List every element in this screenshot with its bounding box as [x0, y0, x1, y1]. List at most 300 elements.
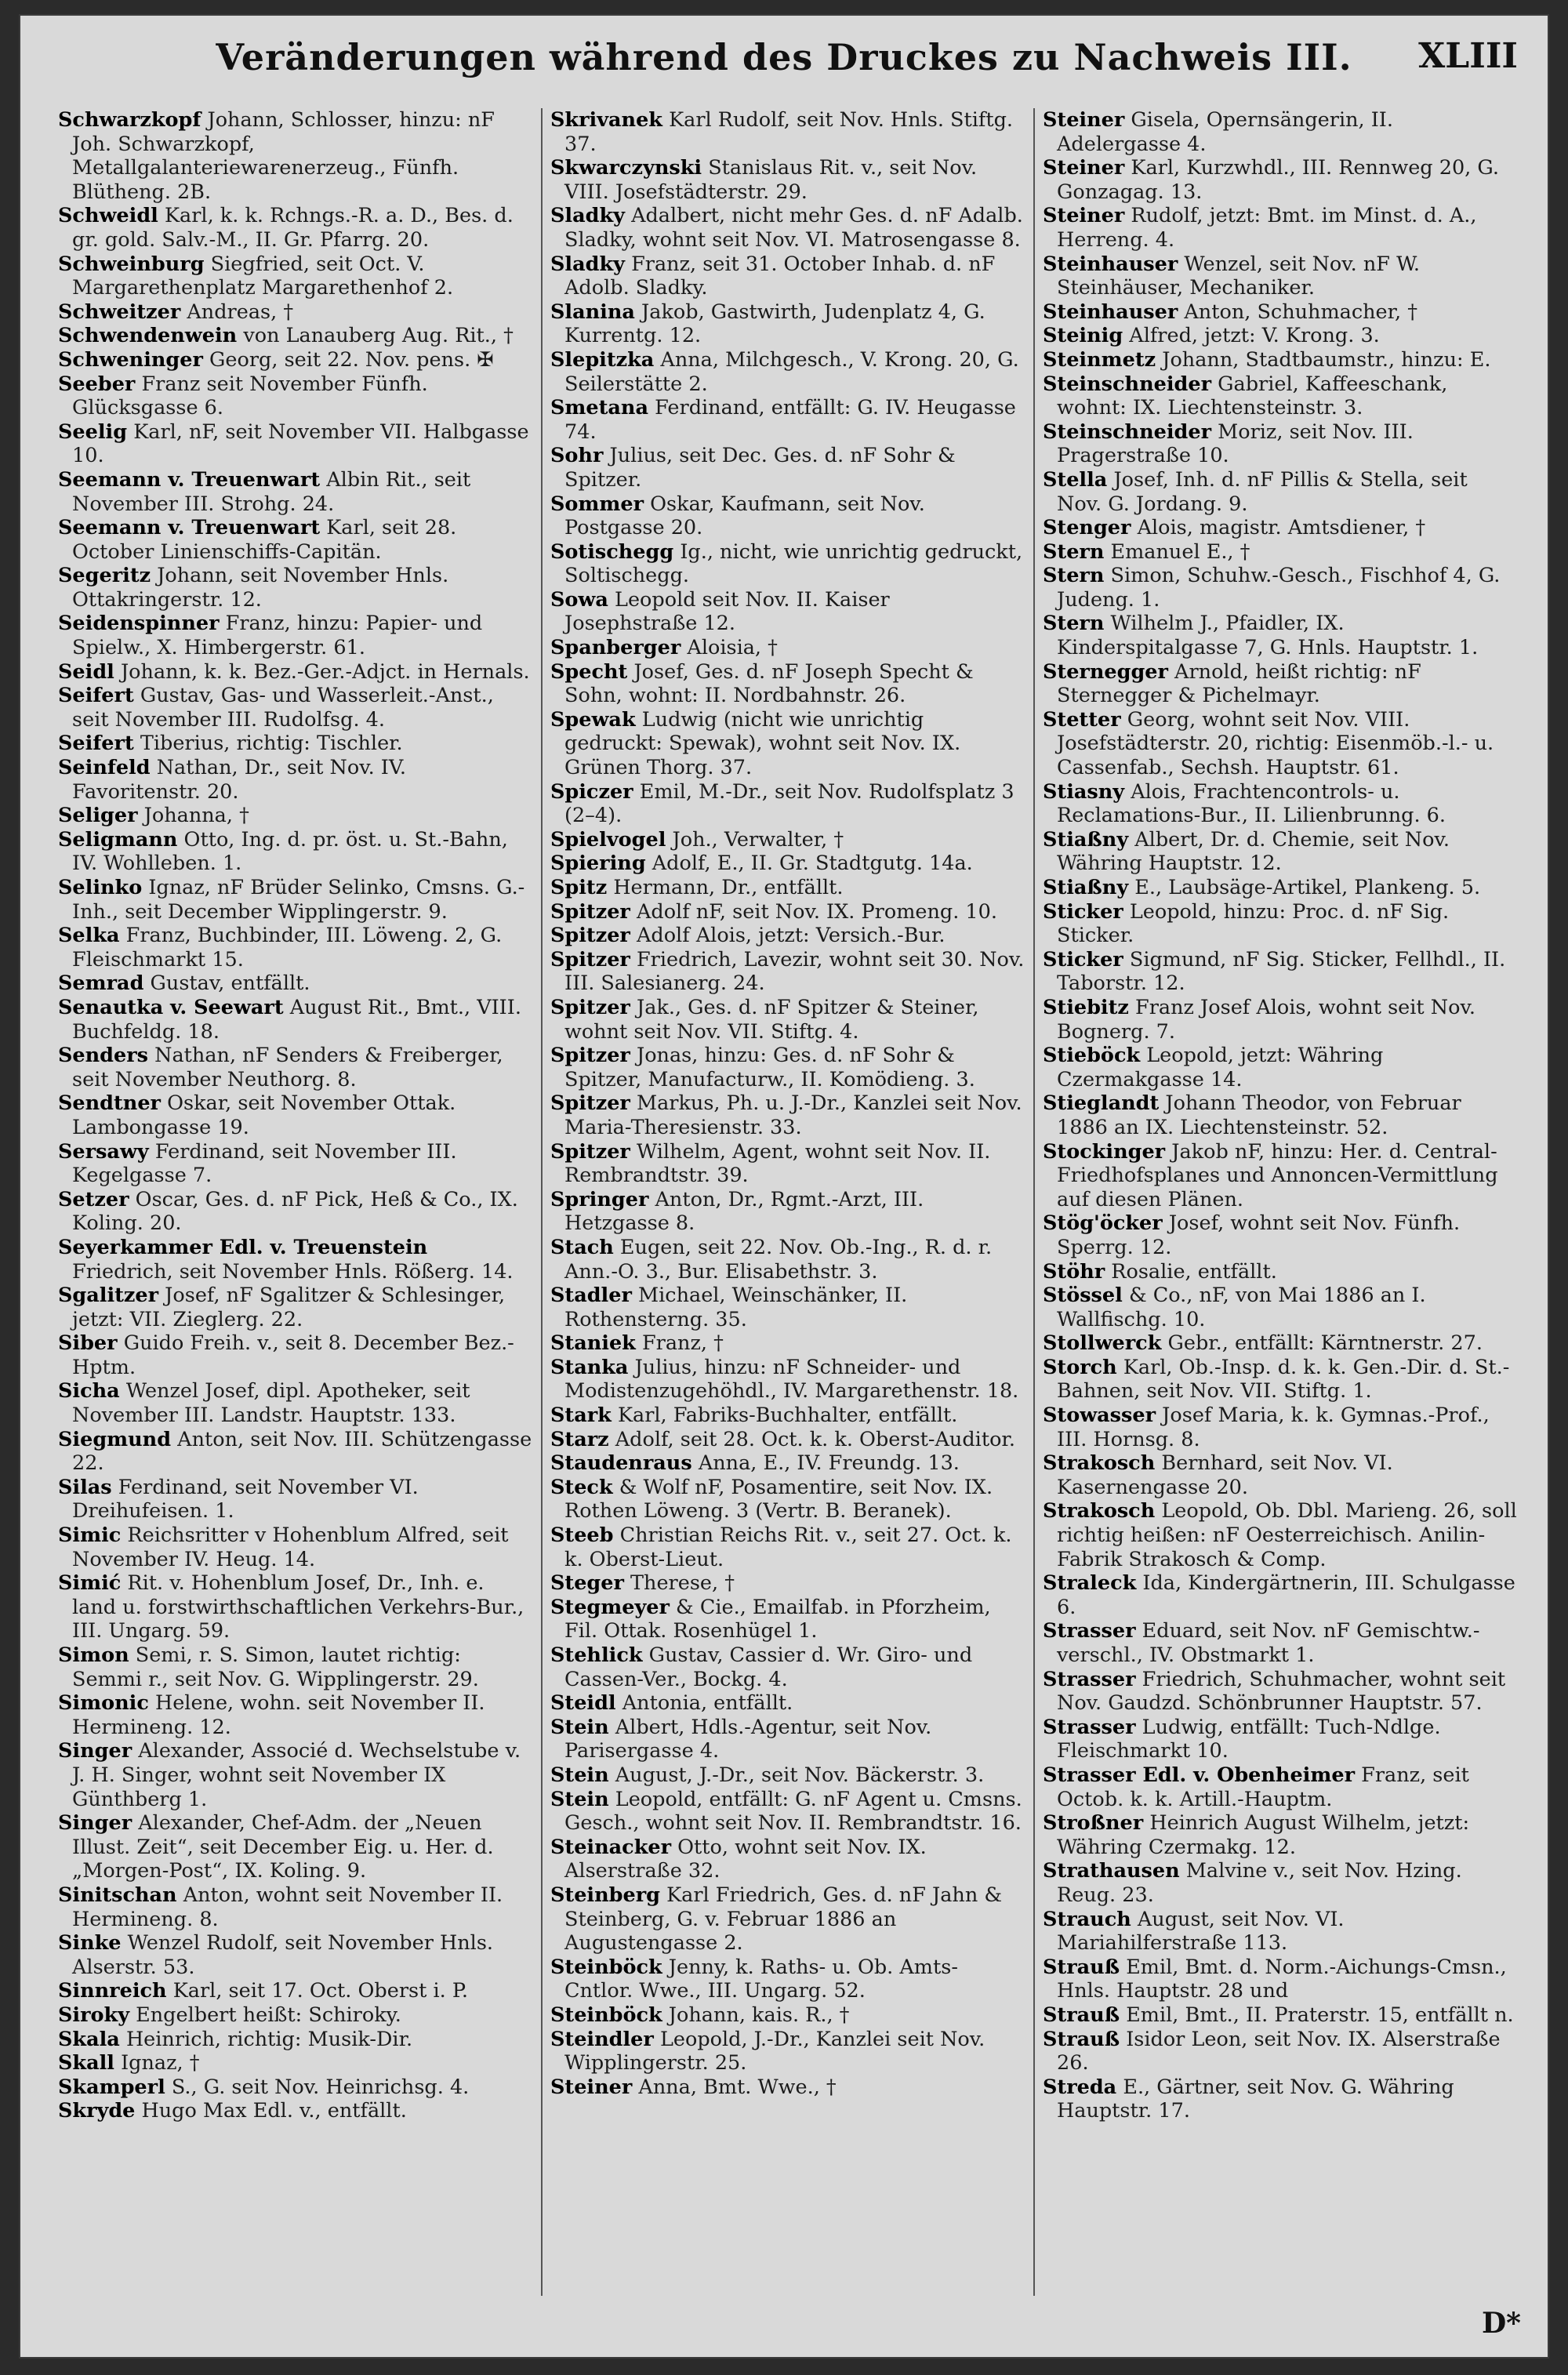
directory-entry — [58, 1044, 533, 1091]
entry-text: Julius, seit Dec. Ges. d. nF Sohr & Spitzer. — [564, 444, 956, 492]
entry-name: Stössel — [1043, 1284, 1123, 1308]
entry-text: Ferdinand, seit November VI. Dreihufeisen. 1. — [72, 1475, 419, 1523]
directory-entry — [1043, 1668, 1518, 1716]
directory-entry — [1043, 1908, 1518, 1956]
entry-name: Spielvogel — [550, 827, 666, 852]
entry-text: Adolf nF, seit Nov. IX. Promeng. 10. — [636, 899, 997, 924]
entry-name: Steiner — [1043, 156, 1125, 180]
directory-entry — [58, 300, 533, 325]
directory-entry — [550, 156, 1025, 204]
entry-name: Steinhauser — [1043, 252, 1178, 276]
entry-text: Anton, Schuhmacher, † — [1184, 300, 1417, 324]
entry-name: Simon — [58, 1643, 129, 1667]
entry-name: Stollwerck — [1043, 1331, 1162, 1356]
entry-name: Stiebitz — [1043, 995, 1129, 1019]
entry-text: Julius, hinzu: nF Schneider- und Modistenzugehöhdl., IV. Margarethenstr. 18. — [564, 1355, 1019, 1404]
entry-text: S., G. seit Nov. Heinrichsg. 4. — [171, 2075, 470, 2099]
entry-name: Stein — [550, 1763, 609, 1787]
entry-name: Stern — [1043, 539, 1105, 564]
entry-name: Steger — [550, 1571, 624, 1596]
entry-name: Stroßner — [1043, 1811, 1144, 1836]
entry-name: Spitzer — [550, 947, 630, 971]
entry-name: Stetter — [1043, 707, 1121, 732]
entry-text: Friedrich, seit November Hnls. Rößerg. 14. — [72, 1259, 514, 1284]
directory-entry — [1043, 1044, 1518, 1091]
directory-entry — [58, 996, 533, 1044]
entry-name: Steinmetz — [1043, 347, 1156, 372]
entry-text: Oskar, Kaufmann, seit Nov. Postgasse 20. — [564, 492, 925, 540]
directory-entry — [58, 1140, 533, 1188]
directory-entry — [550, 1716, 1025, 1763]
directory-entry — [550, 2075, 1025, 2100]
entry-text: Franz seit November Fünfh. Glücksgasse 6. — [72, 372, 428, 420]
directory-entry — [550, 900, 1025, 924]
entry-text: Anna, Milchgesch., V. Krong. 20, G. Seilerstätte 2. — [564, 347, 1019, 396]
entry-name: Stein — [550, 1715, 609, 1739]
entry-text: Georg, seit 22. Nov. pens. ✠ — [209, 347, 494, 372]
directory-entry — [58, 564, 533, 612]
entry-text: Johann Theodor, von Februar 1886 an IX. Liechtensteinstr. 52. — [1057, 1091, 1461, 1139]
entry-text: Gebr., entfällt: Kärntnerstr. 27. — [1167, 1331, 1483, 1356]
entry-text: Ignaz, † — [121, 2051, 200, 2075]
directory-entry — [58, 756, 533, 804]
entry-name: Strasser — [1043, 1619, 1136, 1643]
entry-name: Spitzer — [550, 1139, 630, 1164]
page-number: XLIII — [1418, 36, 1518, 76]
entry-text: Moriz, seit Nov. III. Pragerstraße 10. — [1057, 419, 1414, 468]
directory-entry — [1043, 564, 1518, 612]
directory-entry — [58, 612, 533, 659]
directory-entry — [58, 1284, 533, 1331]
entry-text: August, seit Nov. VI. Mariahilferstraße 113. — [1057, 1907, 1345, 1956]
entry-name: Skamperl — [58, 2075, 165, 2099]
entry-text: Stanislaus Rit. v., seit Nov. VIII. Josefstädterstr. 29. — [564, 156, 978, 204]
directory-entry — [550, 1140, 1025, 1188]
entry-text: Ida, Kindergärtnerin, III. Schulgasse 6. — [1057, 1571, 1515, 1619]
entry-name: Schweitzer — [58, 300, 181, 324]
directory-entry — [1043, 1956, 1518, 2003]
entry-name: Strasser Edl. v. Obenheimer — [1043, 1763, 1356, 1787]
entry-name: Sohr — [550, 444, 604, 468]
entry-text: Johann, Stadtbaumstr., hinzu: E. — [1162, 347, 1491, 372]
directory-entry — [58, 1188, 533, 1236]
directory-entry — [58, 1476, 533, 1523]
directory-entry — [1043, 1404, 1518, 1451]
entry-name: Sladky — [550, 252, 625, 276]
entry-text: Rudolf, jetzt: Bmt. im Minst. d. A., Herreng. 4. — [1057, 204, 1477, 252]
entry-name: Skrivanek — [550, 108, 662, 132]
entry-name: Steiner — [1043, 108, 1125, 132]
entry-name: Smetana — [550, 396, 648, 420]
directory-entry — [1043, 1356, 1518, 1404]
entry-text: Jonas, hinzu: Ges. d. nF Sohr & Spitzer, Manufacturw., II. Komödieng. 3. — [564, 1044, 975, 1091]
entry-name: Staniek — [550, 1331, 636, 1356]
directory-entry — [58, 804, 533, 828]
entry-name: Siber — [58, 1331, 118, 1356]
directory-entry — [1043, 1811, 1518, 1859]
entry-name: Steinböck — [550, 2003, 662, 2027]
entry-name: Sticker — [1043, 947, 1123, 971]
directory-entry — [550, 396, 1025, 444]
entry-text: Karl Friedrich, Ges. d. nF Jahn & Steinberg, G. v. Februar 1886 an Augustengasse 2. — [564, 1883, 1003, 1956]
page-header — [19, 36, 1549, 91]
entry-name: Stöhr — [1043, 1259, 1105, 1284]
entry-name: Strakosch — [1043, 1499, 1156, 1523]
entry-text: Guido Freih. v., seit 8. December Bez.-Hptm. — [72, 1331, 514, 1379]
entry-text: Leopold seit Nov. II. Kaiser Josephstraße 12. — [564, 587, 890, 636]
entry-text: Johann, kais. R., † — [668, 2003, 850, 2027]
entry-text: Hermann, Dr., entfällt. — [613, 876, 844, 899]
entry-name: Seyerkammer Edl. v. Treuenstein — [58, 1235, 428, 1259]
entry-text: Adolf Alois, jetzt: Versich.-Bur. — [636, 924, 946, 948]
directory-entry — [550, 540, 1025, 588]
entry-text: Friedrich, Schuhmacher, wohnt seit Nov. Gaudzd. Schönbrunner Hauptstr. 57. — [1057, 1667, 1506, 1716]
directory-entry — [550, 996, 1025, 1044]
entry-text: Ferdinand, seit November III. Kegelgasse 7. — [72, 1139, 457, 1188]
entry-text: Aloisia, † — [687, 636, 778, 660]
entry-name: Steinacker — [550, 1835, 672, 1859]
directory-entry — [550, 2028, 1025, 2075]
entry-text: Jakob nF, hinzu: Her. d. Central-Friedhofsplanes und Annoncen-Vermittlung auf diesen Plänen. — [1057, 1139, 1498, 1211]
entry-name: Skwarczynski — [550, 156, 702, 180]
directory-entry — [550, 828, 1025, 852]
entry-name: Seelig — [58, 419, 128, 444]
entry-text: Johann, seit November Hnls. Ottakringerstr. 12. — [72, 564, 449, 612]
entry-name: Sicha — [58, 1379, 120, 1404]
entry-name: Siegmund — [58, 1427, 172, 1451]
directory-entry — [1043, 828, 1518, 876]
directory-entry — [58, 204, 533, 252]
directory-entry — [58, 876, 533, 924]
entry-text: Anton, seit Nov. III. Schützengasse 22. — [72, 1427, 532, 1476]
entry-text: Johann, Schlosser, hinzu: nF Joh. Schwarzkopf, Metallgalanteriewarenerzeug., Fünfh. Blütheng. 2B. — [72, 108, 495, 204]
entry-text: Wenzel, seit Nov. nF W. Steinhäuser, Mechaniker. — [1057, 252, 1420, 300]
directory-entry — [550, 1451, 1025, 1476]
directory-entry — [1043, 612, 1518, 659]
entry-text: Josef, Inh. d. nF Pillis & Stella, seit Nov. G. Jordang. 9. — [1057, 467, 1468, 516]
directory-entry — [58, 1571, 533, 1643]
entry-text: Josef Maria, k. k. Gymnas.-Prof., III. Hornsg. 8. — [1057, 1404, 1490, 1451]
entry-name: Schweninger — [58, 347, 203, 372]
directory-entry — [1043, 780, 1518, 828]
directory-entry — [58, 2003, 533, 2028]
entry-text: Markus, Ph. u. J.-Dr., Kanzlei seit Nov. Maria-Theresienstr. 33. — [564, 1091, 1022, 1139]
directory-entry — [550, 1883, 1025, 1956]
entry-text: Albert, Dr. d. Chemie, seit Nov. Währing Hauptstr. 12. — [1057, 827, 1450, 876]
directory-entry — [1043, 420, 1518, 468]
entry-text: E., Gärtner, seit Nov. G. Währing Hauptstr. 17. — [1057, 2075, 1454, 2123]
entry-name: Semrad — [58, 971, 144, 996]
entry-name: Sinke — [58, 1931, 122, 1956]
entry-name: Staudenraus — [550, 1451, 692, 1476]
entry-name: Stern — [1043, 612, 1105, 636]
entry-text: Helene, wohn. seit November II. Hermineng. 12. — [72, 1691, 485, 1739]
entry-name: Steiner — [1043, 204, 1125, 228]
entry-name: Stiaßny — [1043, 827, 1129, 852]
directory-entry — [550, 1404, 1025, 1428]
directory-entry — [550, 1571, 1025, 1596]
directory-entry — [550, 1788, 1025, 1836]
directory-entry — [58, 468, 533, 516]
entry-name: Seligmann — [58, 827, 178, 852]
entry-name: Silas — [58, 1475, 112, 1499]
directory-entry — [550, 708, 1025, 780]
entry-name: Specht — [550, 659, 628, 684]
entry-name: Spanberger — [550, 636, 681, 660]
entry-text: Emil, Bmt. d. Norm.-Aichungs-Cmsn., Hnls. Hauptstr. 28 und — [1057, 1955, 1507, 2003]
entry-name: Steinig — [1043, 324, 1123, 348]
entry-name: Strauß — [1043, 2003, 1120, 2027]
entry-name: Sendtner — [58, 1091, 161, 1116]
column-1 — [50, 108, 543, 2296]
directory-entry — [58, 1643, 533, 1691]
entry-text: Anna, E., IV. Freundg. 13. — [698, 1451, 960, 1476]
entry-name: Steinschneider — [1043, 372, 1212, 396]
entry-text: Rosalie, entfällt. — [1111, 1259, 1277, 1284]
entry-name: Stark — [550, 1404, 612, 1428]
directory-entry — [1043, 324, 1518, 348]
entry-text: E., Laubsäge-Artikel, Plankeng. 5. — [1134, 876, 1481, 899]
entry-name: Sowa — [550, 587, 608, 612]
entry-text: Karl, nF, seit November VII. Halbgasse 10. — [72, 419, 529, 468]
entry-name: Selinko — [58, 876, 143, 899]
entry-text: Andreas, † — [187, 300, 294, 324]
entry-text: Joh., Verwalter, † — [672, 827, 844, 852]
directory-entry — [1043, 204, 1518, 252]
directory-entry — [1043, 2075, 1518, 2123]
directory-entry — [58, 348, 533, 372]
directory-entry — [550, 252, 1025, 300]
directory-entry — [58, 1979, 533, 2003]
entry-text: Rit. v. Hohenblum Josef, Dr., Inh. e. land u. forstwirthschaftlichen Verkehrs-Bur., III. Ungarg. 59. — [72, 1571, 524, 1643]
entry-name: Seliger — [58, 804, 138, 828]
entry-text: Jenny, k. Raths- u. Ob. Amts-Cntlor. Wwe., III. Ungarg. 52. — [564, 1955, 958, 2003]
entry-text: Heinrich, richtig: Musik-Dir. — [125, 2027, 413, 2051]
entry-text: Heinrich August Wilhelm, jetzt: Währing Czermakg. 12. — [1057, 1811, 1470, 1859]
entry-text: Wilhelm J., Pfaidler, IX. Kinderspitalgasse 7, G. Hnls. Hauptstr. 1. — [1057, 612, 1479, 660]
directory-entry — [1043, 1716, 1518, 1763]
directory-entry — [550, 348, 1025, 396]
entry-text: Jak., Ges. d. nF Spitzer & Steiner, wohnt seit Nov. VII. Stiftg. 4. — [564, 995, 979, 1044]
entry-text: Karl, k. k. Rchngs.-R. a. D., Bes. d. gr. gold. Salv.-M., II. Gr. Pfarrg. 20. — [72, 204, 514, 252]
entry-name: Steinhauser — [1043, 300, 1178, 324]
directory-entry — [1043, 540, 1518, 565]
directory-entry — [1043, 660, 1518, 708]
directory-entry — [1043, 900, 1518, 948]
directory-entry — [1043, 1619, 1518, 1667]
entry-name: Skala — [58, 2027, 120, 2051]
entry-text: Wenzel Rudolf, seit November Hnls. Alserstr. 53. — [72, 1931, 494, 1979]
directory-entry — [1043, 1260, 1518, 1284]
directory-entry — [1043, 156, 1518, 204]
directory-entry — [550, 1523, 1025, 1571]
entry-text: Leopold, J.-Dr., Kanzlei seit Nov. Wipplingerstr. 25. — [564, 2027, 985, 2075]
entry-name: Steinberg — [550, 1883, 660, 1907]
entry-name: Streda — [1043, 2075, 1117, 2099]
entry-name: Straleck — [1043, 1571, 1137, 1596]
directory-entry — [550, 1428, 1025, 1452]
entry-text: Albert, Hdls.-Agentur, seit Nov. Parisergasse 4. — [564, 1715, 932, 1763]
entry-name: Skall — [58, 2051, 114, 2075]
entry-name: Strauch — [1043, 1907, 1131, 1931]
entry-name: Senders — [58, 1044, 149, 1068]
directory-entry — [550, 588, 1025, 636]
entry-text: Christian Reichs Rit. v., seit 27. Oct. k. k. Oberst-Lieut. — [564, 1523, 1012, 1571]
entry-name: Stög'öcker — [1043, 1211, 1163, 1236]
entry-text: Friedrich, Lavezir, wohnt seit 30. Nov. III. Salesianerg. 24. — [564, 947, 1025, 996]
entry-name: Seifert — [58, 732, 134, 756]
directory-entry — [58, 924, 533, 971]
entry-text: Gustav, Cassier d. Wr. Giro- und Cassen-Ver., Bockg. 4. — [564, 1643, 973, 1691]
directory-entry — [1043, 1091, 1518, 1139]
entry-text: Gustav, entfällt. — [150, 971, 310, 996]
entry-name: Simonic — [58, 1691, 149, 1716]
entry-name: Sinitschan — [58, 1883, 177, 1907]
entry-name: Stella — [1043, 467, 1108, 492]
directory-entry — [1043, 876, 1518, 900]
entry-text: August, J.-Dr., seit Nov. Bäckerstr. 3. — [615, 1763, 985, 1787]
directory-entry — [550, 660, 1025, 708]
entry-name: Stenger — [1043, 516, 1131, 540]
entry-text: Franz, † — [641, 1331, 724, 1356]
document-page — [19, 14, 1549, 2359]
entry-text: & Co., nF, von Mai 1886 an I. Wallfischg. 10. — [1057, 1284, 1426, 1331]
directory-entry — [1043, 516, 1518, 540]
column-2 — [543, 108, 1035, 2296]
directory-entry — [1043, 1331, 1518, 1356]
directory-entry — [550, 852, 1025, 876]
entry-text: Otto, Ing. d. pr. öst. u. St.-Bahn, IV. Wohlleben. 1. — [72, 827, 508, 876]
entry-name: Sinnreich — [58, 1979, 167, 2003]
entry-name: Storch — [1043, 1355, 1117, 1379]
directory-entry — [550, 780, 1025, 828]
entry-text: Ferdinand, entfällt: G. IV. Heugasse 74. — [564, 396, 1016, 444]
directory-entry — [550, 108, 1025, 156]
directory-entry — [1043, 1859, 1518, 1907]
directory-entry — [58, 1379, 533, 1427]
entry-name: Seinfeld — [58, 756, 151, 780]
directory-entry — [58, 828, 533, 876]
entry-name: Steiner — [550, 2075, 633, 2099]
directory-entry — [1043, 2028, 1518, 2075]
directory-entry — [58, 2051, 533, 2075]
entry-name: Selka — [58, 924, 120, 948]
entry-name: Spitzer — [550, 1091, 630, 1116]
entry-name: Strasser — [1043, 1667, 1136, 1691]
column-3 — [1035, 108, 1526, 2296]
entry-name: Sticker — [1043, 899, 1123, 924]
directory-entry — [58, 1331, 533, 1379]
directory-entry — [58, 971, 533, 996]
directory-entry — [550, 1956, 1025, 2003]
entry-text: Karl, Fabriks-Buchhalter, entfällt. — [617, 1404, 958, 1428]
entry-text: Franz, Buchbinder, III. Löweng. 2, G. Fleischmarkt 15. — [72, 924, 503, 971]
directory-entry — [550, 1091, 1025, 1139]
entry-name: Schweinburg — [58, 252, 205, 276]
entry-text: Nathan, nF Senders & Freiberger, seit November Neuthorg. 8. — [72, 1044, 503, 1091]
directory-entry — [550, 444, 1025, 492]
entry-text: Franz, seit Octob. k. k. Artill.-Hauptm. — [1057, 1763, 1469, 1811]
entry-name: Stiasny — [1043, 779, 1125, 804]
entry-name: Schwendenwein — [58, 324, 238, 348]
entry-text: Therese, † — [630, 1571, 735, 1596]
directory-entry — [550, 1476, 1025, 1523]
entry-text: Adolf, seit 28. Oct. k. k. Oberst-Auditor. — [615, 1427, 1015, 1451]
entry-text: Oscar, Ges. d. nF Pick, Heß & Co., IX. Koling. 20. — [72, 1187, 518, 1236]
entry-text: Ig., nicht, wie unrichtig gedruckt, Soltischegg. — [564, 539, 1023, 588]
entry-name: Spitzer — [550, 899, 630, 924]
entry-name: Spiczer — [550, 779, 633, 804]
entry-text: Jakob, Gastwirth, Judenplatz 4, G. Kurrentg. 12. — [564, 300, 985, 348]
entry-text: Leopold, Ob. Dbl. Marieng. 26, soll richtig heißen: nF Oesterreichisch. Anilin-Fabrik Strakosch & Comp. — [1057, 1499, 1517, 1571]
entry-name: Slepitzka — [550, 347, 655, 372]
entry-text: Gisela, Opernsängerin, II. Adelergasse 4. — [1057, 108, 1393, 156]
entry-name: Senautka v. Seewart — [58, 995, 284, 1019]
entry-text: & Cie., Emailfab. in Pforzheim, Fil. Ottak. Rosenhügel 1. — [564, 1595, 991, 1643]
entry-name: Stach — [550, 1235, 614, 1259]
directory-entry — [58, 1739, 533, 1811]
entry-name: Segeritz — [58, 564, 151, 588]
entry-text: Leopold, jetzt: Währing Czermakgasse 14. — [1057, 1044, 1384, 1091]
directory-entry — [1043, 300, 1518, 325]
entry-text: Johanna, † — [143, 804, 249, 828]
directory-entry — [550, 492, 1025, 540]
directory-entry — [1043, 372, 1518, 420]
entry-text: Malvine v., seit Nov. Hzing. Reug. 23. — [1057, 1859, 1462, 1907]
entry-text: Anton, Dr., Rgmt.-Arzt, III. Hetzgasse 8. — [564, 1187, 924, 1236]
directory-entry — [58, 2075, 533, 2100]
entry-name: Steinböck — [550, 1955, 662, 1979]
directory-entry — [58, 1523, 533, 1571]
directory-entry — [58, 684, 533, 732]
entry-text: Franz, hinzu: Papier- und Spielw., X. Himbergerstr. 61. — [72, 612, 483, 660]
entry-name: Stiaßny — [1043, 876, 1129, 899]
directory-entry — [58, 1883, 533, 1931]
directory-entry — [550, 1356, 1025, 1404]
entry-name: Seemann v. Treuenwart — [58, 467, 321, 492]
entry-name: Starz — [550, 1427, 609, 1451]
entry-text: Albin Rit., seit November III. Strohg. 24. — [72, 467, 471, 516]
entry-text: Wenzel Josef, dipl. Apotheker, seit November III. Landstr. Hauptstr. 133. — [72, 1379, 470, 1428]
entry-text: Josef, Ges. d. nF Joseph Specht & Sohn, wohnt: II. Nordbahnstr. 26. — [564, 659, 974, 708]
entry-name: Sternegger — [1043, 659, 1168, 684]
entry-text: Alfred, jetzt: V. Krong. 3. — [1129, 324, 1380, 348]
entry-text: Wilhelm, Agent, wohnt seit Nov. II. Rembrandtstr. 39. — [564, 1139, 991, 1188]
entry-text: Arnold, heißt richtig: nF Sternegger & Pichelmayr. — [1057, 659, 1421, 708]
entry-name: Sersawy — [58, 1139, 149, 1164]
entry-text: Karl, Kurzwhdl., III. Rennweg 20, G. Gonzagag. 13. — [1057, 156, 1499, 204]
entry-text: Karl, Ob.-Insp. d. k. k. Gen.-Dir. d. St.-Bahnen, seit Nov. VII. Stiftg. 1. — [1057, 1355, 1510, 1404]
entry-text: Tiberius, richtig: Tischler. — [140, 732, 403, 756]
directory-entry — [550, 948, 1025, 996]
entry-name: Sladky — [550, 204, 625, 228]
entry-text: Josef, nF Sgalitzer & Schlesinger, jetzt: VII. Zieglerg. 22. — [72, 1284, 506, 1331]
directory-entry — [550, 300, 1025, 348]
entry-name: Singer — [58, 1739, 132, 1763]
entry-text: Ludwig (nicht wie unrichtig gedruckt: Spewak), wohnt seit Nov. IX. Grünen Thorg. 37. — [564, 707, 961, 780]
entry-name: Siroky — [58, 2003, 130, 2027]
entry-text: Alexander, Chef-Adm. der „Neuen Illust. Zeit“, seit December Eig. u. Her. d. „Morgen-Post“, IX. Koling. 9. — [72, 1811, 494, 1883]
entry-text: Alexander, Associé d. Wechselstube v. J. H. Singer, wohnt seit November IX Günthberg 1. — [72, 1739, 521, 1811]
entry-text: & Wolf nF, Posamentire, seit Nov. IX. Rothen Löweng. 3 (Vertr. B. Beranek). — [564, 1475, 993, 1523]
entry-text: Emanuel E., † — [1110, 539, 1250, 564]
entry-text: Michael, Weinschänker, II. Rothensterng. 35. — [564, 1284, 908, 1331]
directory-entry — [1043, 1284, 1518, 1331]
directory-entry — [58, 2099, 533, 2123]
entry-name: Stowasser — [1043, 1404, 1156, 1428]
directory-entry — [550, 636, 1025, 660]
directory-entry — [550, 2003, 1025, 2028]
